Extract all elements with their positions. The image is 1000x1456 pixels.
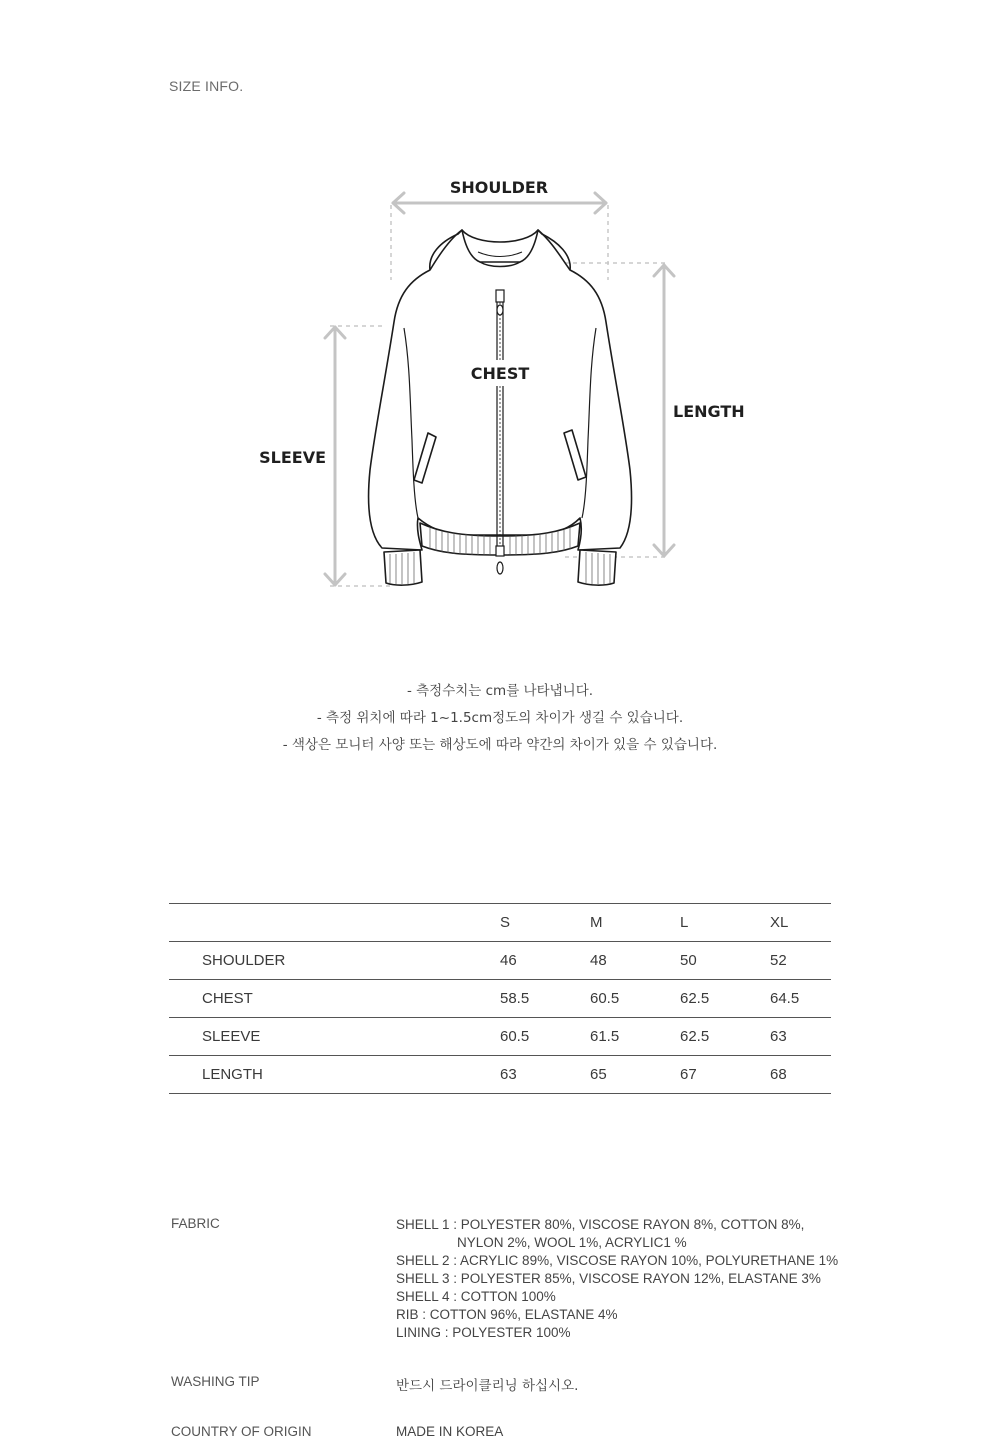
- table-cell: 61.5: [590, 1028, 620, 1045]
- fabric-line: SHELL 2 : ACRYLIC 89%, VISCOSE RAYON 10%, POLYURETHANE 1%: [396, 1253, 839, 1268]
- table-cell: 68: [770, 1066, 787, 1083]
- header-size-m: M: [590, 914, 603, 931]
- row-label: SLEEVE: [202, 1028, 261, 1045]
- table-cell: 65: [590, 1066, 607, 1083]
- origin-label: COUNTRY OF ORIGIN: [171, 1424, 312, 1439]
- chest-label: CHEST: [470, 364, 530, 383]
- table-cell: 52: [770, 952, 787, 969]
- table-cell: 63: [500, 1066, 517, 1083]
- table-cell: 63: [770, 1028, 787, 1045]
- row-label: SHOULDER: [202, 952, 286, 969]
- table-row: [169, 980, 831, 1018]
- washing-label: WASHING TIP: [171, 1374, 260, 1389]
- note-line: - 측정수치는 cm를 나타냅니다.: [406, 683, 594, 699]
- table-header-row: [169, 904, 831, 942]
- table-row: [169, 942, 831, 980]
- table-row: [169, 1018, 831, 1056]
- table-cell: 64.5: [770, 990, 800, 1007]
- fabric-line: LINING : POLYESTER 100%: [396, 1325, 571, 1340]
- fabric-label: FABRIC: [171, 1216, 220, 1231]
- table-cell: 60.5: [590, 990, 620, 1007]
- sleeve-arrow: [325, 327, 345, 585]
- note-line: - 색상은 모니터 사양 또는 해상도에 따라 약간의 차이가 있을 수 있습니다.: [282, 737, 718, 753]
- table-cell: 60.5: [500, 1028, 530, 1045]
- length-arrow: [654, 265, 674, 556]
- fabric-composition: [396, 1216, 838, 1342]
- table-cell: 46: [500, 952, 517, 969]
- fabric-line: SHELL 4 : COTTON 100%: [396, 1289, 556, 1304]
- measurement-notes: [0, 678, 1000, 759]
- row-label: CHEST: [202, 990, 253, 1007]
- washing-value: 반드시 드라이클리닝 하십시오.: [396, 1378, 579, 1394]
- origin-value: MADE IN KOREA: [396, 1424, 504, 1439]
- fabric-line: RIB : COTTON 96%, ELASTANE 4%: [396, 1307, 618, 1322]
- section-title: SIZE INFO.: [169, 78, 244, 94]
- header-blank: [169, 904, 500, 942]
- length-label: LENGTH: [673, 402, 745, 421]
- size-table: [169, 903, 831, 1094]
- row-label: LENGTH: [202, 1066, 263, 1083]
- fabric-line: NYLON 2%, WOOL 1%, ACRYLIC1 %: [457, 1235, 687, 1250]
- table-cell: 62.5: [680, 1028, 710, 1045]
- fabric-line: SHELL 1 : POLYESTER 80%, VISCOSE RAYON 8%, COTTON 8%,: [396, 1217, 805, 1232]
- table-cell: 67: [680, 1066, 697, 1083]
- table-cell: 62.5: [680, 990, 710, 1007]
- table-cell: 50: [680, 952, 697, 969]
- shoulder-label: SHOULDER: [449, 178, 549, 197]
- table-cell: 58.5: [500, 990, 530, 1007]
- sleeve-label: SLEEVE: [259, 448, 326, 467]
- note-line: - 측정 위치에 따라 1~1.5cm정도의 차이가 생길 수 있습니다.: [316, 710, 684, 726]
- header-size-xl: XL: [770, 914, 789, 931]
- table-row: [169, 1056, 831, 1094]
- fabric-line: SHELL 3 : POLYESTER 85%, VISCOSE RAYON 12%, ELASTANE 3%: [396, 1271, 821, 1286]
- header-size-s: S: [500, 914, 511, 931]
- header-size-l: L: [680, 914, 689, 931]
- table-cell: 48: [590, 952, 607, 969]
- garment-diagram: [0, 150, 1000, 610]
